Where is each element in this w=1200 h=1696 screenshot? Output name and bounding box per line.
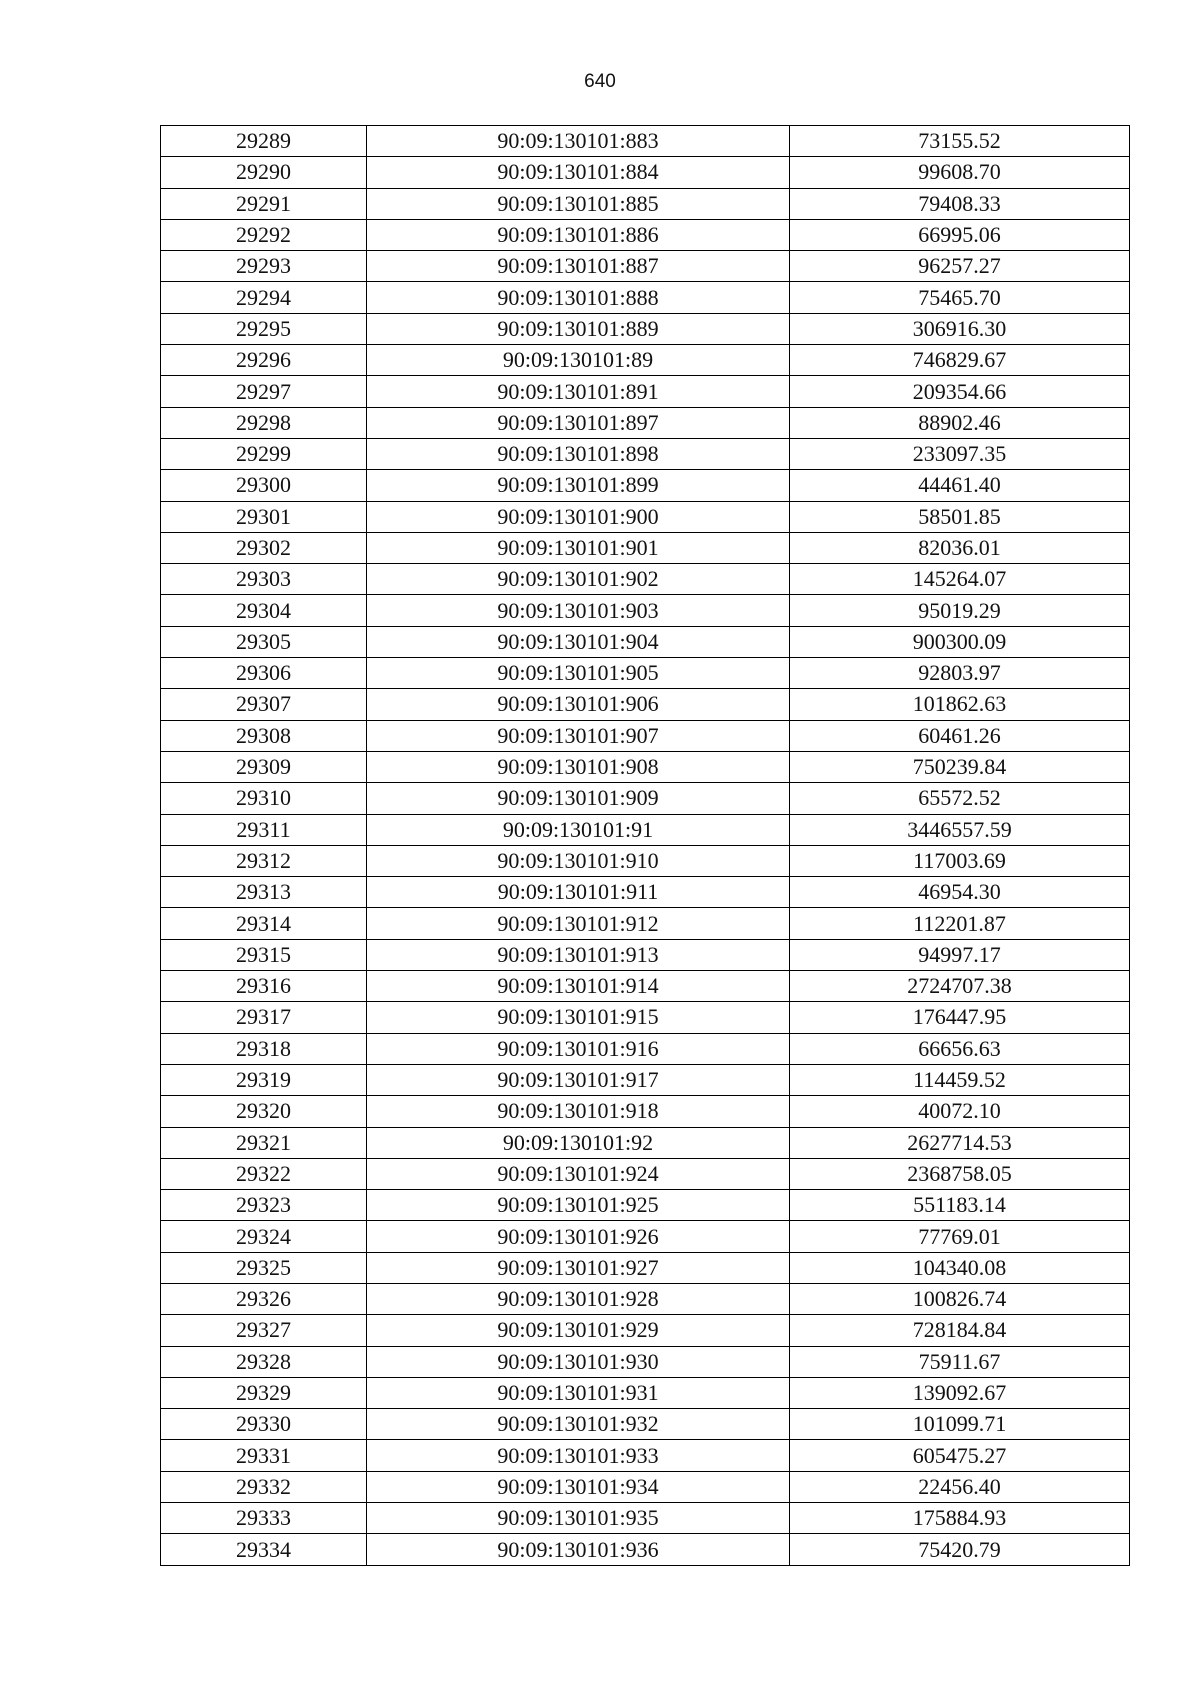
cadastral-number-cell: 90:09:130101:924 bbox=[367, 1158, 790, 1189]
row-number-cell: 29289 bbox=[161, 126, 367, 157]
row-number-cell: 29321 bbox=[161, 1127, 367, 1158]
table-row bbox=[161, 1346, 1130, 1377]
value-cell: 75465.70 bbox=[790, 282, 1130, 313]
row-number-cell: 29318 bbox=[161, 1033, 367, 1064]
cadastral-number-cell: 90:09:130101:884 bbox=[367, 157, 790, 188]
row-number-cell: 29327 bbox=[161, 1315, 367, 1346]
table-row bbox=[161, 1503, 1130, 1534]
table-row bbox=[161, 939, 1130, 970]
table-body bbox=[161, 126, 1130, 1566]
row-number-cell: 29330 bbox=[161, 1409, 367, 1440]
table-row bbox=[161, 1252, 1130, 1283]
cadastral-number-cell: 90:09:130101:932 bbox=[367, 1409, 790, 1440]
row-number-cell: 29323 bbox=[161, 1190, 367, 1221]
value-cell: 66995.06 bbox=[790, 219, 1130, 250]
value-cell: 40072.10 bbox=[790, 1096, 1130, 1127]
cadastral-number-cell: 90:09:130101:936 bbox=[367, 1534, 790, 1565]
page-number: 640 bbox=[584, 71, 616, 92]
table-row bbox=[161, 532, 1130, 563]
table-row bbox=[161, 1440, 1130, 1471]
value-cell: 551183.14 bbox=[790, 1190, 1130, 1221]
cadastral-number-cell: 90:09:130101:92 bbox=[367, 1127, 790, 1158]
table-row bbox=[161, 1377, 1130, 1408]
row-number-cell: 29312 bbox=[161, 845, 367, 876]
cadastral-number-cell: 90:09:130101:899 bbox=[367, 470, 790, 501]
row-number-cell: 29307 bbox=[161, 689, 367, 720]
row-number-cell: 29294 bbox=[161, 282, 367, 313]
row-number-cell: 29315 bbox=[161, 939, 367, 970]
value-cell: 77769.01 bbox=[790, 1221, 1130, 1252]
table-row bbox=[161, 1002, 1130, 1033]
value-cell: 117003.69 bbox=[790, 845, 1130, 876]
cadastral-number-cell: 90:09:130101:933 bbox=[367, 1440, 790, 1471]
table-row bbox=[161, 376, 1130, 407]
value-cell: 2724707.38 bbox=[790, 971, 1130, 1002]
cadastral-number-cell: 90:09:130101:930 bbox=[367, 1346, 790, 1377]
row-number-cell: 29297 bbox=[161, 376, 367, 407]
cadastral-number-cell: 90:09:130101:915 bbox=[367, 1002, 790, 1033]
row-number-cell: 29316 bbox=[161, 971, 367, 1002]
cadastral-number-cell: 90:09:130101:889 bbox=[367, 313, 790, 344]
row-number-cell: 29324 bbox=[161, 1221, 367, 1252]
table-row bbox=[161, 438, 1130, 469]
value-cell: 900300.09 bbox=[790, 626, 1130, 657]
table-row bbox=[161, 1221, 1130, 1252]
table-row bbox=[161, 971, 1130, 1002]
row-number-cell: 29292 bbox=[161, 219, 367, 250]
cadastral-number-cell: 90:09:130101:887 bbox=[367, 251, 790, 282]
cadastral-number-cell: 90:09:130101:911 bbox=[367, 877, 790, 908]
value-cell: 99608.70 bbox=[790, 157, 1130, 188]
row-number-cell: 29314 bbox=[161, 908, 367, 939]
cadastral-number-cell: 90:09:130101:91 bbox=[367, 814, 790, 845]
cadastral-number-cell: 90:09:130101:908 bbox=[367, 751, 790, 782]
row-number-cell: 29310 bbox=[161, 783, 367, 814]
value-cell: 60461.26 bbox=[790, 720, 1130, 751]
row-number-cell: 29332 bbox=[161, 1471, 367, 1502]
cadastral-number-cell: 90:09:130101:885 bbox=[367, 188, 790, 219]
cadastral-number-cell: 90:09:130101:891 bbox=[367, 376, 790, 407]
value-cell: 101099.71 bbox=[790, 1409, 1130, 1440]
row-number-cell: 29300 bbox=[161, 470, 367, 501]
table-row bbox=[161, 783, 1130, 814]
table-row bbox=[161, 720, 1130, 751]
row-number-cell: 29293 bbox=[161, 251, 367, 282]
cadastral-number-cell: 90:09:130101:897 bbox=[367, 407, 790, 438]
cadastral-number-cell: 90:09:130101:906 bbox=[367, 689, 790, 720]
row-number-cell: 29301 bbox=[161, 501, 367, 532]
cadastral-number-cell: 90:09:130101:913 bbox=[367, 939, 790, 970]
row-number-cell: 29326 bbox=[161, 1283, 367, 1314]
row-number-cell: 29333 bbox=[161, 1503, 367, 1534]
cadastral-number-cell: 90:09:130101:931 bbox=[367, 1377, 790, 1408]
table-row bbox=[161, 658, 1130, 689]
value-cell: 44461.40 bbox=[790, 470, 1130, 501]
table-row bbox=[161, 1033, 1130, 1064]
value-cell: 92803.97 bbox=[790, 658, 1130, 689]
row-number-cell: 29322 bbox=[161, 1158, 367, 1189]
table-row bbox=[161, 1534, 1130, 1565]
value-cell: 22456.40 bbox=[790, 1471, 1130, 1502]
row-number-cell: 29304 bbox=[161, 595, 367, 626]
value-cell: 2368758.05 bbox=[790, 1158, 1130, 1189]
cadastral-number-cell: 90:09:130101:886 bbox=[367, 219, 790, 250]
cadastral-number-cell: 90:09:130101:909 bbox=[367, 783, 790, 814]
table-row bbox=[161, 126, 1130, 157]
value-cell: 75911.67 bbox=[790, 1346, 1130, 1377]
cadastral-number-cell: 90:09:130101:904 bbox=[367, 626, 790, 657]
table-row bbox=[161, 908, 1130, 939]
value-cell: 209354.66 bbox=[790, 376, 1130, 407]
row-number-cell: 29331 bbox=[161, 1440, 367, 1471]
cadastral-number-cell: 90:09:130101:925 bbox=[367, 1190, 790, 1221]
table-row bbox=[161, 751, 1130, 782]
row-number-cell: 29311 bbox=[161, 814, 367, 845]
cadastral-number-cell: 90:09:130101:901 bbox=[367, 532, 790, 563]
table-row bbox=[161, 1409, 1130, 1440]
value-cell: 100826.74 bbox=[790, 1283, 1130, 1314]
value-cell: 175884.93 bbox=[790, 1503, 1130, 1534]
table-row bbox=[161, 845, 1130, 876]
table-row bbox=[161, 877, 1130, 908]
cadastral-number-cell: 90:09:130101:929 bbox=[367, 1315, 790, 1346]
cadastral-number-cell: 90:09:130101:910 bbox=[367, 845, 790, 876]
value-cell: 3446557.59 bbox=[790, 814, 1130, 845]
row-number-cell: 29295 bbox=[161, 313, 367, 344]
value-cell: 750239.84 bbox=[790, 751, 1130, 782]
row-number-cell: 29319 bbox=[161, 1064, 367, 1095]
value-cell: 96257.27 bbox=[790, 251, 1130, 282]
table-row bbox=[161, 1127, 1130, 1158]
table-row bbox=[161, 1190, 1130, 1221]
row-number-cell: 29334 bbox=[161, 1534, 367, 1565]
row-number-cell: 29305 bbox=[161, 626, 367, 657]
table-row bbox=[161, 595, 1130, 626]
cadastral-number-cell: 90:09:130101:918 bbox=[367, 1096, 790, 1127]
cadastral-number-cell: 90:09:130101:917 bbox=[367, 1064, 790, 1095]
table-row bbox=[161, 470, 1130, 501]
value-cell: 728184.84 bbox=[790, 1315, 1130, 1346]
cadastral-number-cell: 90:09:130101:883 bbox=[367, 126, 790, 157]
value-cell: 746829.67 bbox=[790, 345, 1130, 376]
cadastral-number-cell: 90:09:130101:934 bbox=[367, 1471, 790, 1502]
cadastral-number-cell: 90:09:130101:89 bbox=[367, 345, 790, 376]
row-number-cell: 29309 bbox=[161, 751, 367, 782]
table-row bbox=[161, 407, 1130, 438]
cadastral-number-cell: 90:09:130101:914 bbox=[367, 971, 790, 1002]
table-row bbox=[161, 282, 1130, 313]
value-cell: 101862.63 bbox=[790, 689, 1130, 720]
row-number-cell: 29317 bbox=[161, 1002, 367, 1033]
value-cell: 233097.35 bbox=[790, 438, 1130, 469]
table-row bbox=[161, 251, 1130, 282]
cadastral-number-cell: 90:09:130101:927 bbox=[367, 1252, 790, 1283]
table-row bbox=[161, 501, 1130, 532]
cadastral-number-cell: 90:09:130101:907 bbox=[367, 720, 790, 751]
value-cell: 73155.52 bbox=[790, 126, 1130, 157]
row-number-cell: 29329 bbox=[161, 1377, 367, 1408]
table-row bbox=[161, 564, 1130, 595]
row-number-cell: 29296 bbox=[161, 345, 367, 376]
value-cell: 139092.67 bbox=[790, 1377, 1130, 1408]
value-cell: 176447.95 bbox=[790, 1002, 1130, 1033]
cadastral-number-cell: 90:09:130101:926 bbox=[367, 1221, 790, 1252]
table-row bbox=[161, 1471, 1130, 1502]
value-cell: 82036.01 bbox=[790, 532, 1130, 563]
row-number-cell: 29313 bbox=[161, 877, 367, 908]
row-number-cell: 29325 bbox=[161, 1252, 367, 1283]
value-cell: 88902.46 bbox=[790, 407, 1130, 438]
row-number-cell: 29298 bbox=[161, 407, 367, 438]
cadastral-number-cell: 90:09:130101:900 bbox=[367, 501, 790, 532]
row-number-cell: 29290 bbox=[161, 157, 367, 188]
cadastral-number-cell: 90:09:130101:898 bbox=[367, 438, 790, 469]
cadastral-number-cell: 90:09:130101:916 bbox=[367, 1033, 790, 1064]
row-number-cell: 29299 bbox=[161, 438, 367, 469]
registry-table bbox=[160, 125, 1130, 1566]
cadastral-number-cell: 90:09:130101:888 bbox=[367, 282, 790, 313]
table-row bbox=[161, 1096, 1130, 1127]
row-number-cell: 29308 bbox=[161, 720, 367, 751]
row-number-cell: 29291 bbox=[161, 188, 367, 219]
value-cell: 75420.79 bbox=[790, 1534, 1130, 1565]
value-cell: 104340.08 bbox=[790, 1252, 1130, 1283]
table-row bbox=[161, 188, 1130, 219]
value-cell: 114459.52 bbox=[790, 1064, 1130, 1095]
value-cell: 112201.87 bbox=[790, 908, 1130, 939]
table-row bbox=[161, 219, 1130, 250]
row-number-cell: 29306 bbox=[161, 658, 367, 689]
table-row bbox=[161, 1283, 1130, 1314]
row-number-cell: 29303 bbox=[161, 564, 367, 595]
table-row bbox=[161, 1158, 1130, 1189]
value-cell: 66656.63 bbox=[790, 1033, 1130, 1064]
cadastral-number-cell: 90:09:130101:912 bbox=[367, 908, 790, 939]
cadastral-number-cell: 90:09:130101:903 bbox=[367, 595, 790, 626]
value-cell: 605475.27 bbox=[790, 1440, 1130, 1471]
value-cell: 2627714.53 bbox=[790, 1127, 1130, 1158]
value-cell: 79408.33 bbox=[790, 188, 1130, 219]
table-row bbox=[161, 626, 1130, 657]
table-row bbox=[161, 689, 1130, 720]
value-cell: 95019.29 bbox=[790, 595, 1130, 626]
cadastral-number-cell: 90:09:130101:902 bbox=[367, 564, 790, 595]
value-cell: 94997.17 bbox=[790, 939, 1130, 970]
value-cell: 58501.85 bbox=[790, 501, 1130, 532]
value-cell: 46954.30 bbox=[790, 877, 1130, 908]
row-number-cell: 29302 bbox=[161, 532, 367, 563]
row-number-cell: 29320 bbox=[161, 1096, 367, 1127]
value-cell: 145264.07 bbox=[790, 564, 1130, 595]
cadastral-number-cell: 90:09:130101:905 bbox=[367, 658, 790, 689]
table-row bbox=[161, 1315, 1130, 1346]
row-number-cell: 29328 bbox=[161, 1346, 367, 1377]
table-row bbox=[161, 345, 1130, 376]
table-row bbox=[161, 157, 1130, 188]
value-cell: 65572.52 bbox=[790, 783, 1130, 814]
table-row bbox=[161, 814, 1130, 845]
table-row bbox=[161, 1064, 1130, 1095]
table-row bbox=[161, 313, 1130, 344]
cadastral-number-cell: 90:09:130101:928 bbox=[367, 1283, 790, 1314]
value-cell: 306916.30 bbox=[790, 313, 1130, 344]
cadastral-number-cell: 90:09:130101:935 bbox=[367, 1503, 790, 1534]
